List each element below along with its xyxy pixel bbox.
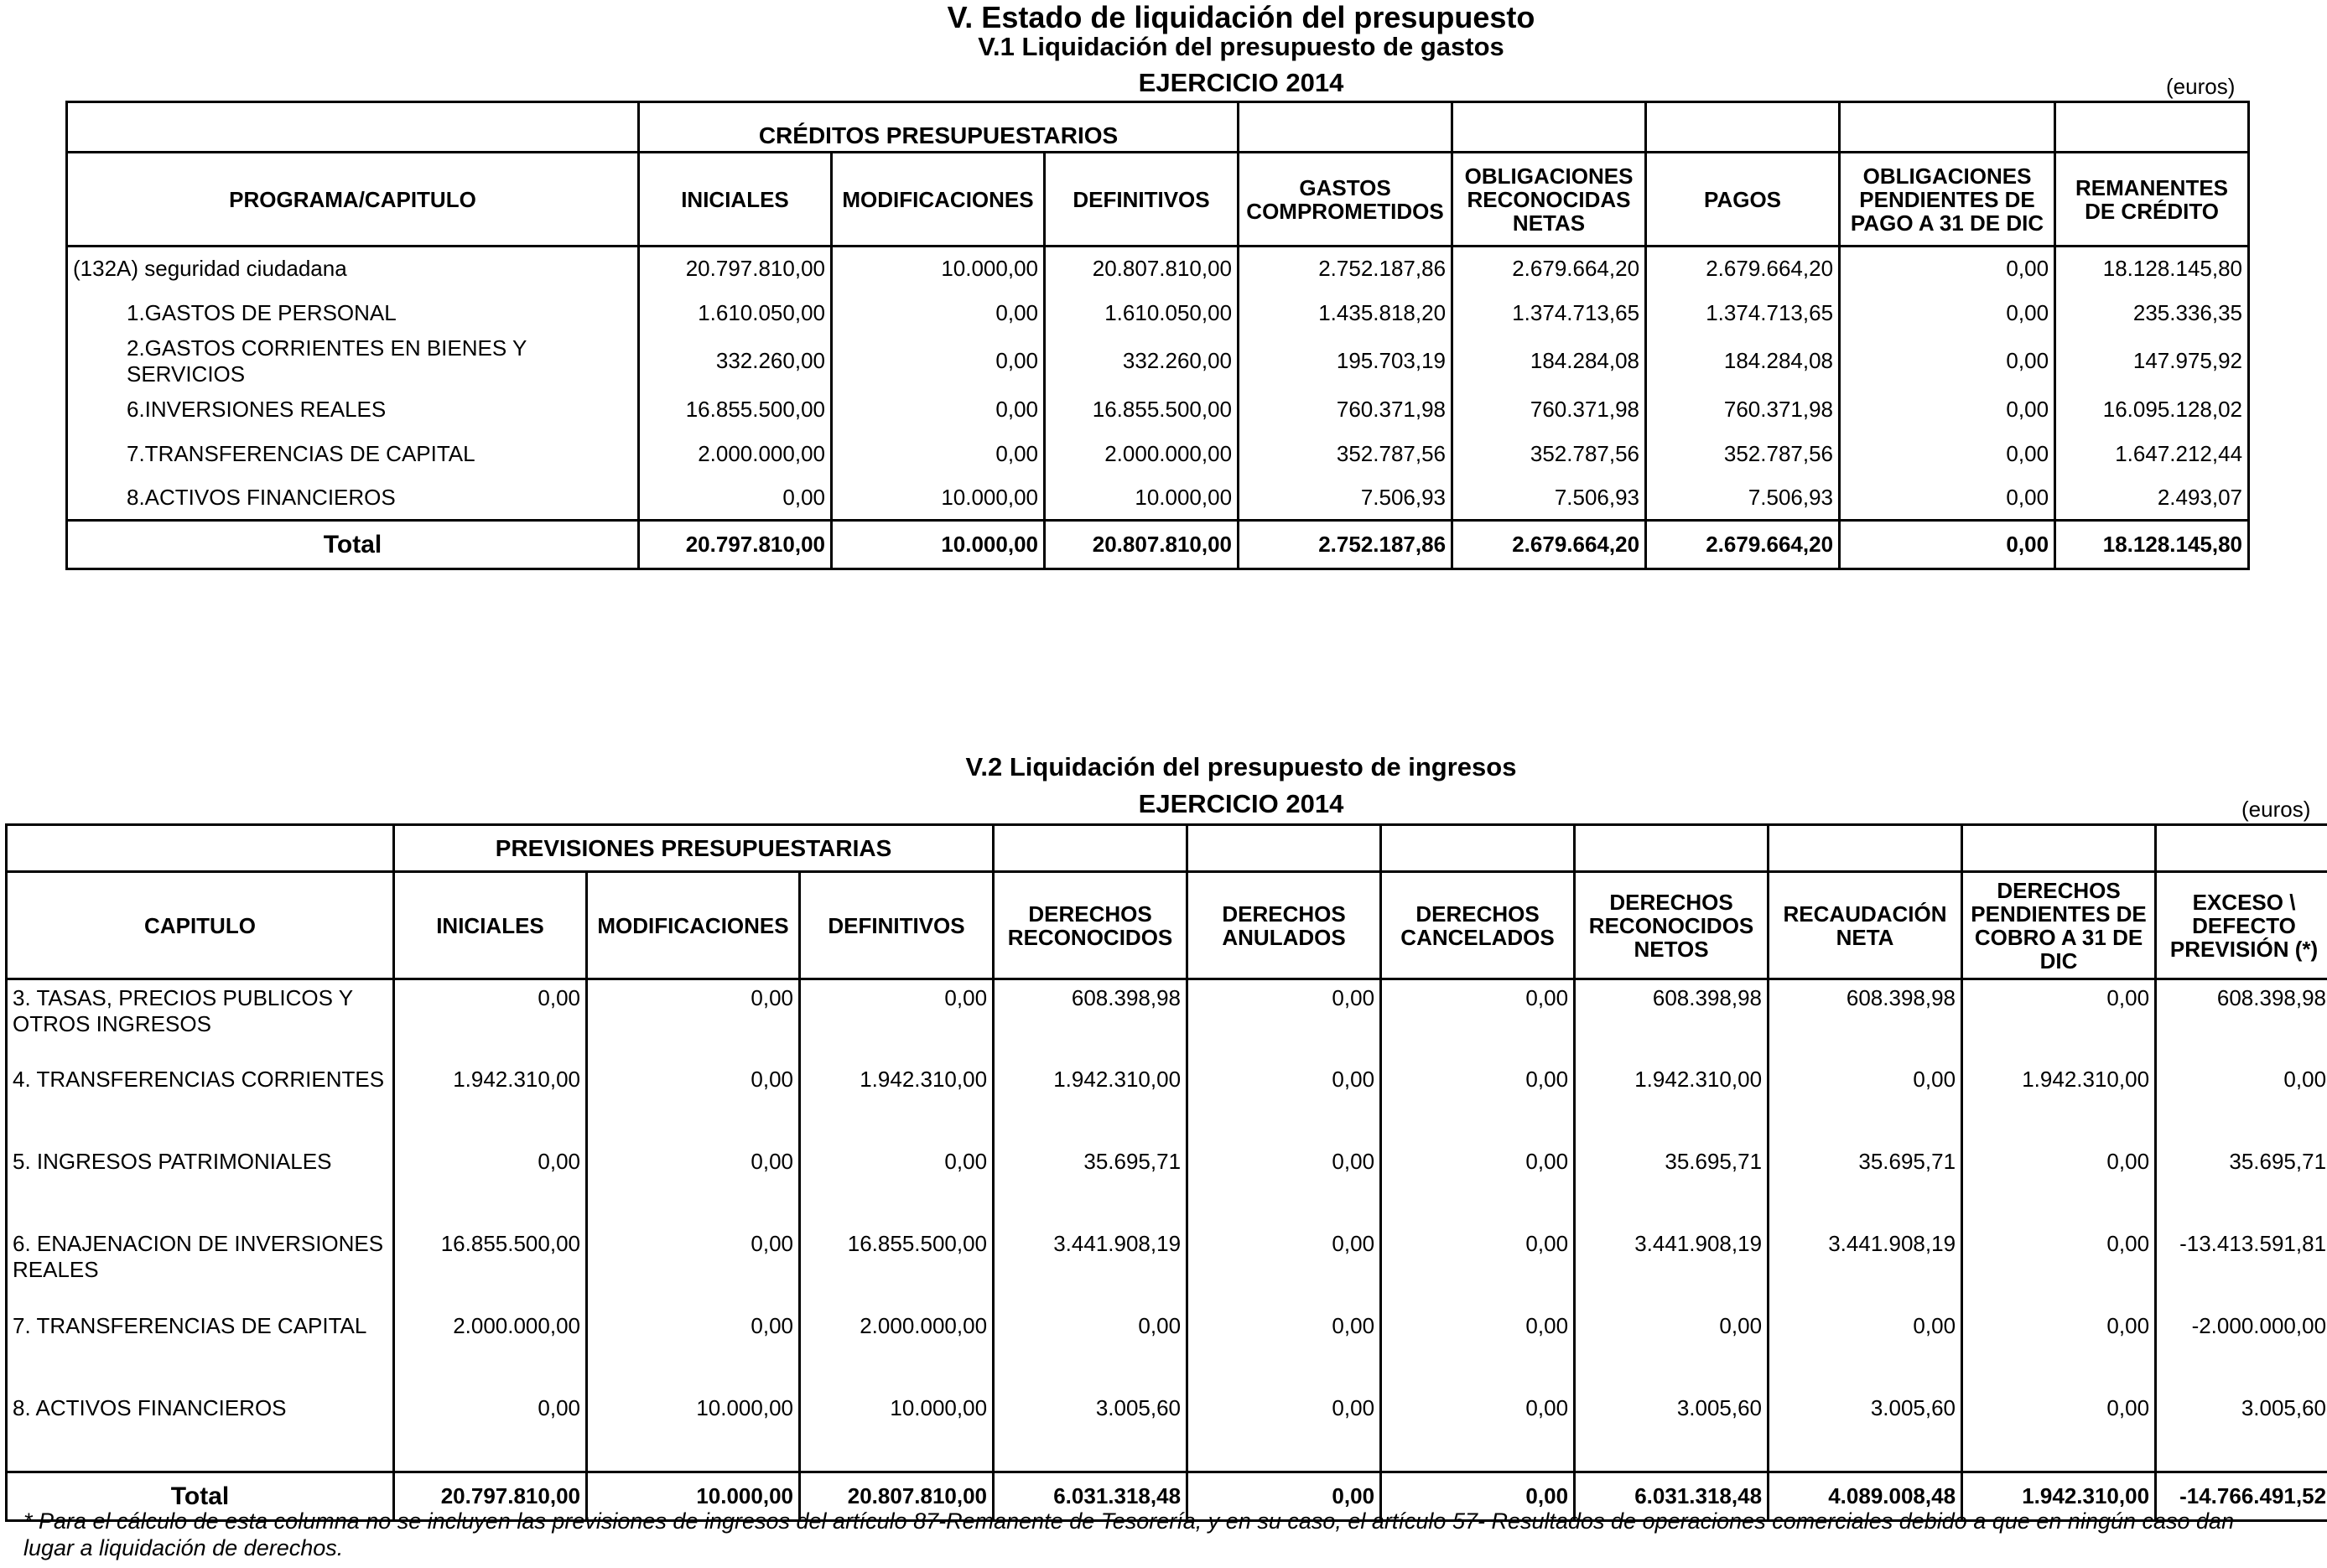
ingresos-cell: 35.695,71	[1769, 1144, 1962, 1226]
ingresos-cell: 0,00	[587, 1144, 800, 1226]
ingresos-cell: 0,00	[994, 1308, 1187, 1390]
ingresos-cell: 608.398,98	[2156, 979, 2327, 1062]
gastos-row-label: 2.GASTOS CORRIENTES EN BIENES Y SERVICIOS	[67, 335, 639, 387]
gastos-col-header: PAGOS	[1646, 153, 1840, 247]
gastos-row-label: 1.GASTOS DE PERSONAL	[67, 291, 639, 335]
ingresos-cell: 3.441.908,19	[1575, 1226, 1769, 1308]
gastos-total-cell: 2.679.664,20	[1646, 521, 1840, 569]
gastos-total-label: Total	[67, 521, 639, 569]
ingresos-header-blank	[1962, 825, 2156, 872]
gastos-row-label: 8.ACTIVOS FINANCIEROS	[67, 476, 639, 521]
gastos-cell: 18.128.145,80	[2055, 247, 2249, 291]
gastos-cell: 0,00	[1840, 335, 2055, 387]
ingresos-cell: 0,00	[1962, 979, 2156, 1062]
ingresos-total-cell: 1.942.310,00	[1962, 1472, 2156, 1521]
gastos-header-blank	[2055, 102, 2249, 153]
ingresos-row-label: 6. ENAJENACION DE INVERSIONES REALES	[7, 1226, 394, 1308]
ingresos-cell: 0,00	[1381, 1308, 1575, 1390]
ingresos-cell: 0,00	[1187, 1062, 1381, 1144]
ingresos-total-cell: -14.766.491,52	[2156, 1472, 2327, 1521]
gastos-cell: 1.647.212,44	[2055, 432, 2249, 476]
gastos-row-label: (132A) seguridad ciudadana	[67, 247, 639, 291]
ingresos-cell: 0,00	[394, 979, 587, 1062]
ingresos-total-cell: 10.000,00	[587, 1472, 800, 1521]
ingresos-cell: 16.855.500,00	[800, 1226, 994, 1308]
ingresos-cell: 10.000,00	[587, 1390, 800, 1472]
ingresos-row-label: 7. TRANSFERENCIAS DE CAPITAL	[7, 1308, 394, 1390]
gastos-cell: 20.807.810,00	[1045, 247, 1239, 291]
ingresos-cell: -13.413.591,81	[2156, 1226, 2327, 1308]
gastos-total-cell: 0,00	[1840, 521, 2055, 569]
ingresos-cell: 3.441.908,19	[1769, 1226, 1962, 1308]
gastos-cell: 0,00	[832, 335, 1045, 387]
gastos-header-blank	[1840, 102, 2055, 153]
ingresos-total-label: Total	[7, 1472, 394, 1521]
ingresos-header-blank	[1187, 825, 1381, 872]
gastos-header-blank	[67, 102, 639, 153]
gastos-row	[67, 387, 2249, 432]
ingresos-row	[7, 1144, 2327, 1226]
ingresos-header-blank	[994, 825, 1187, 872]
ingresos-row-label: 3. TASAS, PRECIOS PUBLICOS Y OTROS INGRESOS	[7, 979, 394, 1062]
ingresos-col-header: CAPITULO	[7, 872, 394, 979]
gastos-subtitle: V.1 Liquidación del presupuesto de gastos	[978, 32, 1504, 61]
ingresos-cell: 3.005,60	[2156, 1390, 2327, 1472]
ingresos-cell: 0,00	[1962, 1226, 2156, 1308]
ingresos-cell: 3.005,60	[994, 1390, 1187, 1472]
gastos-cell: 1.610.050,00	[1045, 291, 1239, 335]
gastos-cell: 352.787,56	[1452, 432, 1646, 476]
gastos-cell: 2.000.000,00	[1045, 432, 1239, 476]
ingresos-cell: 1.942.310,00	[800, 1062, 994, 1144]
gastos-cell: 20.797.810,00	[639, 247, 832, 291]
ingresos-col-header: INICIALES	[394, 872, 587, 979]
gastos-cell: 0,00	[1840, 291, 2055, 335]
ingresos-cell: 1.942.310,00	[394, 1062, 587, 1144]
ingresos-cell: 0,00	[587, 979, 800, 1062]
ingresos-row-label: 4. TRANSFERENCIAS CORRIENTES	[7, 1062, 394, 1144]
gastos-cell: 332.260,00	[1045, 335, 1239, 387]
gastos-total-cell: 18.128.145,80	[2055, 521, 2249, 569]
gastos-col-header: GASTOS COMPROMETIDOS	[1239, 153, 1452, 247]
gastos-cell: 332.260,00	[639, 335, 832, 387]
gastos-cell: 16.095.128,02	[2055, 387, 2249, 432]
gastos-header-blank	[1452, 102, 1646, 153]
ingresos-cell: 3.005,60	[1769, 1390, 1962, 1472]
ingresos-total-cell: 4.089.008,48	[1769, 1472, 1962, 1521]
gastos-cell: 2.752.187,86	[1239, 247, 1452, 291]
ingresos-cell: 0,00	[587, 1062, 800, 1144]
ingresos-cell: 0,00	[800, 1144, 994, 1226]
ingresos-cell: 3.441.908,19	[994, 1226, 1187, 1308]
ingresos-cell: 0,00	[1769, 1062, 1962, 1144]
gastos-total-cell: 20.797.810,00	[639, 521, 832, 569]
ingresos-header-blank	[7, 825, 394, 872]
gastos-cell: 0,00	[1840, 432, 2055, 476]
ingresos-col-header: DERECHOS ANULADOS	[1187, 872, 1381, 979]
ingresos-cell: 0,00	[394, 1390, 587, 1472]
ingresos-subtitle: V.2 Liquidación del presupuesto de ingresos	[965, 752, 1517, 781]
gastos-row	[67, 247, 2249, 291]
ingresos-cell: 10.000,00	[800, 1390, 994, 1472]
ingresos-header-blank	[1769, 825, 1962, 872]
gastos-row	[67, 476, 2249, 521]
gastos-row-label: 7.TRANSFERENCIAS DE CAPITAL	[67, 432, 639, 476]
ingresos-cell: 0,00	[587, 1226, 800, 1308]
gastos-cell: 1.374.713,65	[1646, 291, 1840, 335]
ingresos-cell: 0,00	[1381, 1144, 1575, 1226]
ingresos-header-blank	[2156, 825, 2327, 872]
gastos-unit-label: (euros)	[2166, 74, 2236, 99]
ingresos-total-cell: 20.797.810,00	[394, 1472, 587, 1521]
ingresos-cell: 0,00	[1575, 1308, 1769, 1390]
gastos-row-label: 6.INVERSIONES REALES	[67, 387, 639, 432]
ingresos-cell: 1.942.310,00	[1575, 1062, 1769, 1144]
ingresos-row	[7, 1062, 2327, 1144]
ingresos-col-header: MODIFICACIONES	[587, 872, 800, 979]
ingresos-cell: 0,00	[1381, 1062, 1575, 1144]
ingresos-total-cell: 0,00	[1187, 1472, 1381, 1521]
ingresos-col-header: DERECHOS PENDIENTES DE COBRO A 31 DE DIC	[1962, 872, 2156, 979]
ingresos-col-header: DERECHOS RECONOCIDOS NETOS	[1575, 872, 1769, 979]
ingresos-cell: 0,00	[800, 979, 994, 1062]
ingresos-row	[7, 1226, 2327, 1308]
footnote: * Para el cálculo de esta columna no se incluyen las previsiones de ingresos del artículo 87-Remanente de Tesorería, y en su caso, el artículo 57- Resultados de operaciones comerciales debido a que en ningún caso dan lugar a liquidación de derechos.	[23, 1508, 2235, 1560]
ingresos-header-blank	[1575, 825, 1769, 872]
gastos-cell: 7.506,93	[1646, 476, 1840, 521]
ingresos-cell: 0,00	[1381, 979, 1575, 1062]
ingresos-cell: 0,00	[1187, 1226, 1381, 1308]
gastos-cell: 147.975,92	[2055, 335, 2249, 387]
ingresos-cell: 0,00	[1962, 1308, 2156, 1390]
gastos-cell: 0,00	[832, 387, 1045, 432]
ingresos-cell: 0,00	[394, 1144, 587, 1226]
ingresos-col-header: RECAUDACIÓN NETA	[1769, 872, 1962, 979]
gastos-cell: 1.610.050,00	[639, 291, 832, 335]
gastos-col-header: DEFINITIVOS	[1045, 153, 1239, 247]
ingresos-cell: 35.695,71	[994, 1144, 1187, 1226]
ingresos-row	[7, 1308, 2327, 1390]
ingresos-col-header: EXCESO \ DEFECTO PREVISIÓN (*)	[2156, 872, 2327, 979]
ingresos-cell: 0,00	[1769, 1308, 1962, 1390]
gastos-group-header: CRÉDITOS PRESUPUESTARIOS	[639, 102, 1239, 153]
gastos-col-header: PROGRAMA/CAPITULO	[67, 153, 639, 247]
gastos-cell: 2.493,07	[2055, 476, 2249, 521]
ingresos-total-cell: 0,00	[1381, 1472, 1575, 1521]
gastos-col-header: REMANENTES DE CRÉDITO	[2055, 153, 2249, 247]
ingresos-cell: 1.942.310,00	[1962, 1062, 2156, 1144]
gastos-total-cell: 2.752.187,86	[1239, 521, 1452, 569]
gastos-cell: 352.787,56	[1239, 432, 1452, 476]
gastos-cell: 0,00	[1840, 387, 2055, 432]
gastos-cell: 16.855.500,00	[639, 387, 832, 432]
gastos-cell: 0,00	[639, 476, 832, 521]
gastos-table	[65, 101, 2250, 570]
ingresos-cell: 35.695,71	[1575, 1144, 1769, 1226]
gastos-cell: 1.435.818,20	[1239, 291, 1452, 335]
ingresos-cell: 608.398,98	[1575, 979, 1769, 1062]
gastos-year: EJERCICIO 2014	[1138, 68, 1344, 97]
gastos-col-header: OBLIGACIONES RECONOCIDAS NETAS	[1452, 153, 1646, 247]
gastos-row	[67, 291, 2249, 335]
gastos-cell: 184.284,08	[1646, 335, 1840, 387]
ingresos-col-header: DERECHOS CANCELADOS	[1381, 872, 1575, 979]
ingresos-cell: 35.695,71	[2156, 1144, 2327, 1226]
gastos-cell: 235.336,35	[2055, 291, 2249, 335]
ingresos-cell: 3.005,60	[1575, 1390, 1769, 1472]
ingresos-cell: 0,00	[1962, 1390, 2156, 1472]
ingresos-cell: -2.000.000,00	[2156, 1308, 2327, 1390]
ingresos-cell: 0,00	[1187, 1144, 1381, 1226]
ingresos-total-cell: 20.807.810,00	[800, 1472, 994, 1521]
ingresos-cell: 608.398,98	[1769, 979, 1962, 1062]
gastos-row	[67, 335, 2249, 387]
gastos-row	[67, 432, 2249, 476]
gastos-col-header: OBLIGACIONES PENDIENTES DE PAGO A 31 DE DIC	[1840, 153, 2055, 247]
ingresos-col-header: DEFINITIVOS	[800, 872, 994, 979]
ingresos-year: EJERCICIO 2014	[1138, 789, 1344, 818]
gastos-cell: 760.371,98	[1646, 387, 1840, 432]
ingresos-group-header: PREVISIONES PRESUPUESTARIAS	[394, 825, 994, 872]
ingresos-cell: 16.855.500,00	[394, 1226, 587, 1308]
gastos-cell: 0,00	[832, 432, 1045, 476]
ingresos-cell: 0,00	[1381, 1390, 1575, 1472]
gastos-cell: 10.000,00	[1045, 476, 1239, 521]
gastos-cell: 10.000,00	[832, 247, 1045, 291]
ingresos-cell: 0,00	[1962, 1144, 2156, 1226]
gastos-header-blank	[1239, 102, 1452, 153]
ingresos-cell: 0,00	[1187, 1308, 1381, 1390]
gastos-total-cell: 2.679.664,20	[1452, 521, 1646, 569]
gastos-cell: 0,00	[832, 291, 1045, 335]
gastos-cell: 2.000.000,00	[639, 432, 832, 476]
ingresos-cell: 2.000.000,00	[800, 1308, 994, 1390]
ingresos-row	[7, 1390, 2327, 1472]
ingresos-header-blank	[1381, 825, 1575, 872]
ingresos-row	[7, 979, 2327, 1062]
ingresos-cell: 608.398,98	[994, 979, 1187, 1062]
gastos-total-cell: 10.000,00	[832, 521, 1045, 569]
gastos-cell: 0,00	[1840, 247, 2055, 291]
gastos-cell: 2.679.664,20	[1646, 247, 1840, 291]
ingresos-table	[5, 823, 2327, 1522]
ingresos-cell: 0,00	[1187, 1390, 1381, 1472]
gastos-col-header: INICIALES	[639, 153, 832, 247]
ingresos-total-cell: 6.031.318,48	[1575, 1472, 1769, 1521]
gastos-cell: 10.000,00	[832, 476, 1045, 521]
gastos-cell: 1.374.713,65	[1452, 291, 1646, 335]
gastos-header-blank	[1646, 102, 1840, 153]
ingresos-total-cell: 6.031.318,48	[994, 1472, 1187, 1521]
gastos-cell: 0,00	[1840, 476, 2055, 521]
gastos-cell: 352.787,56	[1646, 432, 1840, 476]
ingresos-cell: 1.942.310,00	[994, 1062, 1187, 1144]
gastos-cell: 7.506,93	[1452, 476, 1646, 521]
ingresos-cell: 0,00	[1187, 979, 1381, 1062]
ingresos-unit-label: (euros)	[2241, 797, 2311, 822]
gastos-cell: 760.371,98	[1452, 387, 1646, 432]
gastos-total-cell: 20.807.810,00	[1045, 521, 1239, 569]
ingresos-cell: 0,00	[587, 1308, 800, 1390]
main-title: V. Estado de liquidación del presupuesto	[947, 0, 1535, 34]
gastos-cell: 184.284,08	[1452, 335, 1646, 387]
ingresos-col-header: DERECHOS RECONOCIDOS	[994, 872, 1187, 979]
gastos-cell: 7.506,93	[1239, 476, 1452, 521]
ingresos-cell: 0,00	[1381, 1226, 1575, 1308]
ingresos-cell: 2.000.000,00	[394, 1308, 587, 1390]
ingresos-cell: 0,00	[2156, 1062, 2327, 1144]
gastos-cell: 2.679.664,20	[1452, 247, 1646, 291]
ingresos-row-label: 5. INGRESOS PATRIMONIALES	[7, 1144, 394, 1226]
gastos-cell: 195.703,19	[1239, 335, 1452, 387]
gastos-cell: 760.371,98	[1239, 387, 1452, 432]
ingresos-row-label: 8. ACTIVOS FINANCIEROS	[7, 1390, 394, 1472]
gastos-col-header: MODIFICACIONES	[832, 153, 1045, 247]
gastos-cell: 16.855.500,00	[1045, 387, 1239, 432]
